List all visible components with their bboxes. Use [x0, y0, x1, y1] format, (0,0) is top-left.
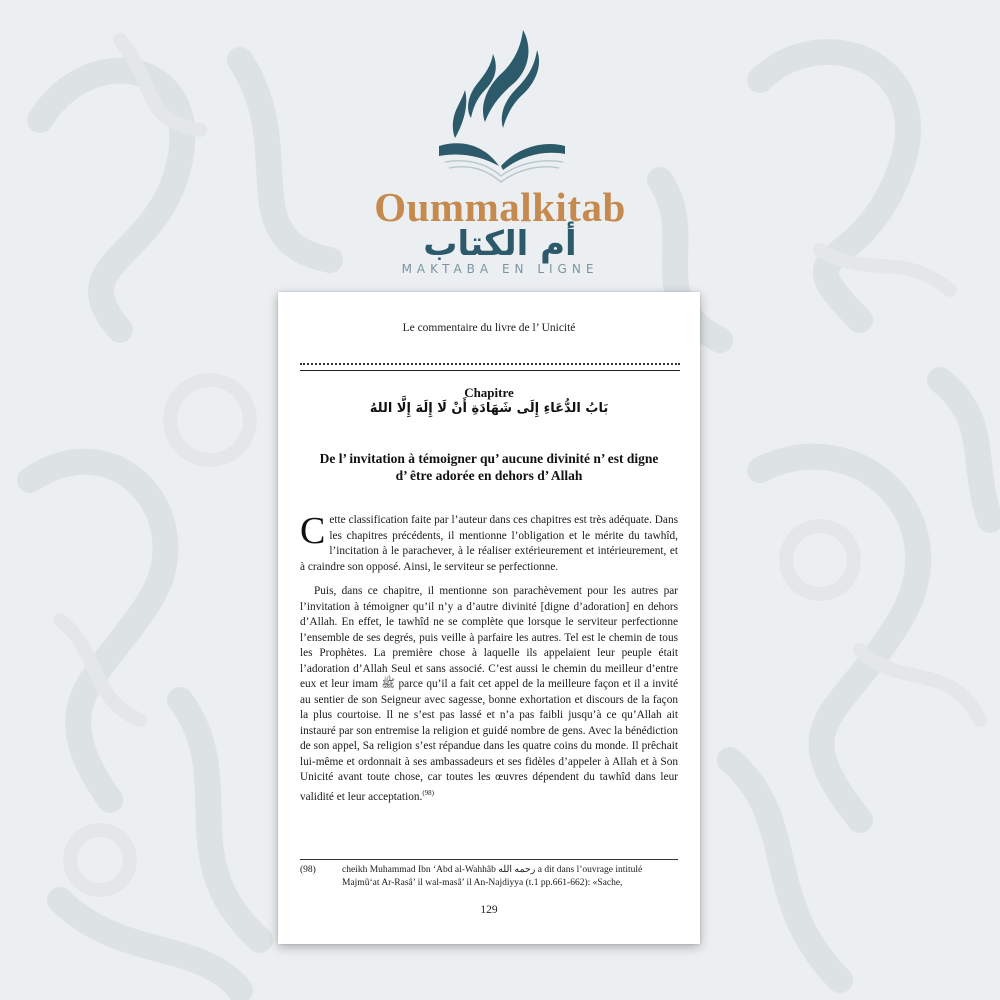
paragraph-2-text: Puis, dans ce chapitre, il mentionne son parachèvement pour les autres par l’invitation à témoigner qu’il n’y a d’autre divinité [digne d’adoration] en dehors d’Allah. En effet, le tawhîd ne se complète que lorsque le serviteur perfectionne l’ensemble de ses degrés, puis veille à parfaire les autres. Tel est le chemin de tous les Prophètes. La première chose à laquelle ils appelaient leur peuple était l’adoration d’Allah Seul et sans associé. C’est aussi le chemin du meilleur d’entre eux et leur imam ﷺ parce qu’il a fait cet appel de la meilleure façon et il a invité au sentier de son Seigneur avec sagesse, bonne exhortation et discours de la façon la plus courtoise. Il ne s’est pas lassé et n’a pas faibli jusqu’à ce qu’Allah ait instauré par son entremise la religion et guidé nombre de gens. Avec la bénédiction de son appel, Sa religion s’est répandue dans les quatre coins du monde. Il prêchait lui-même et ordonnait à ses ambassadeurs et ses fidèles d’appeler à Allah et à Son Unicité avant toute chose, car toutes les œuvres dépendent du tawhîd dans leur validité et leur acceptation.: [300, 585, 678, 803]
drop-cap: C: [300, 510, 326, 552]
footnote-text: cheikh Muhammad Ibn ‘Abd al-Wahhâb رحمه الله a dit dans l’ouvrage intitulé Majmû‘at Ar-Rasâ’ il wal-masâ’ il An-Najdiyya (t.1 pp.661-662): «Sache,: [342, 865, 643, 888]
dotted-rule: [300, 363, 680, 365]
footnote-rule: [300, 859, 678, 860]
header-rule: [300, 370, 680, 371]
brand-tagline: MAKTABA EN LIGNE: [401, 262, 599, 276]
paragraph-1: [300, 510, 678, 575]
body-text: [300, 510, 678, 805]
book-page: [278, 292, 700, 944]
footnote-reference[interactable]: (98): [422, 788, 434, 797]
footnote-number: (98): [300, 865, 316, 875]
paragraph-2: [300, 584, 678, 805]
running-head: Le commentaire du livre de l’ Unicité: [402, 322, 576, 334]
paragraph-1-text: ette classification faite par l’auteur dans ces chapitres est très adéquate. Dans les chapitres précédents, il mentionne l’obligation et le mérite du tawhîd, l’incitation à le parachever, à le réaliser extérieurement et intérieurement, et à craindre son opposé. Ainsi, le serviteur se perfectionne.: [300, 514, 678, 573]
footnote: [300, 864, 678, 890]
chapter-title: De l’ invitation à témoigner qu’ aucune divinité n’ est digne d’ être adorée en dehors d’ Allah: [319, 451, 659, 483]
page-number: 129: [480, 904, 498, 916]
oummalkitab-logo-icon: [425, 20, 575, 190]
brand-arabic-name: أم الكتاب: [423, 224, 577, 264]
brand-name: Oummalkitab: [374, 184, 626, 230]
chapter-arabic-title: بَابُ الدُّعَاءِ إِلَى شَهَادَةِ أَنْ لَا إِلَهَ إِلَّا اللهُ: [369, 401, 609, 416]
chapter-label: Chapitre: [464, 385, 514, 400]
